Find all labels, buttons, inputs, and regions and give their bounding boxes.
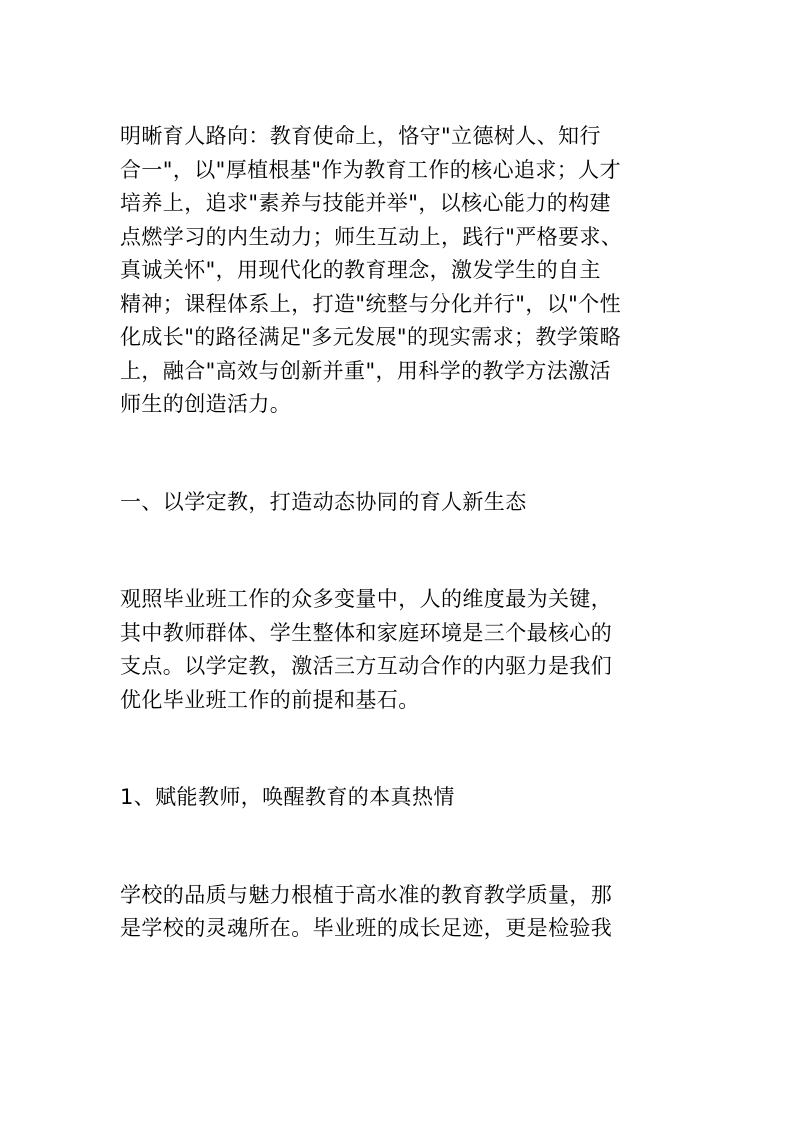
- paragraph-gap: [120, 717, 690, 781]
- paragraph-gap: [120, 519, 690, 583]
- paragraph-line: 点燃学习的内生动力；师生互动上，践行"严格要求、: [120, 224, 623, 249]
- paragraph-line: 支点。以学定教，激活三方互动合作的内驱力是我们: [120, 654, 613, 678]
- paragraph-line: 上，融合"高效与创新并重"，用科学的教学方法激活: [120, 358, 611, 383]
- paragraph-line: 其中教师群体、学生整体和家庭环境是三个最核心的: [120, 620, 613, 645]
- section-heading: 一、以学定教，打造动态协同的育人新生态: [120, 489, 527, 514]
- paragraph-line: 化成长"的路径满足"多元发展"的现实需求；教学策略: [120, 325, 621, 349]
- paragraph-line: 观照毕业班工作的众多变量中，人的维度最为关键，: [120, 587, 613, 611]
- intro-paragraph: [120, 120, 690, 422]
- paragraph-line: 明晰育人路向：教育使命上，恪守"立德树人、知行: [120, 124, 601, 148]
- paragraph-gap: [120, 422, 690, 486]
- paragraph-gap: [120, 815, 690, 879]
- paragraph-line: 真诚关怀"，用现代化的教育理念，激发学生的自主: [120, 258, 601, 282]
- section-paragraph: [120, 583, 690, 717]
- paragraph-line: 培养上，追求"素养与技能并举"，以核心能力的构建: [120, 191, 611, 215]
- subsection-heading: 1、赋能教师，唤醒教育的本真热情: [120, 785, 455, 809]
- document-page: [120, 120, 690, 946]
- paragraph-line: 学校的品质与魅力根植于高水准的教育教学质量，那: [120, 882, 613, 907]
- paragraph-line: 师生的创造活力。: [120, 392, 292, 416]
- paragraph-line: 是学校的灵魂所在。毕业班的成长足迹，更是检验我: [120, 916, 613, 940]
- paragraph-line: 合一"，以"厚植根基"作为教育工作的核心追求；人才: [120, 157, 621, 182]
- subsection-paragraph: [120, 879, 690, 946]
- paragraph-line: 精神；课程体系上，打造"统整与分化并行"，以"个性: [120, 291, 621, 316]
- paragraph-line: 优化毕业班工作的前提和基石。: [120, 687, 420, 712]
